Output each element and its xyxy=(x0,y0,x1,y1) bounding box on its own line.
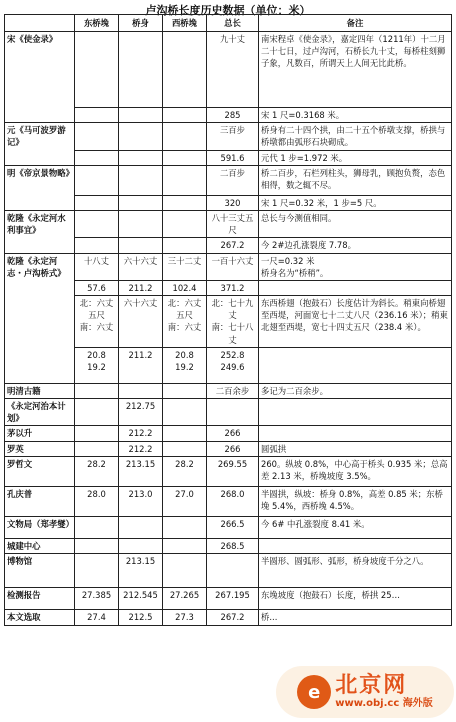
west-abutment-cell xyxy=(163,195,207,210)
total-length-cell: 285 xyxy=(207,108,259,123)
note-cell xyxy=(259,399,452,426)
note-cell xyxy=(259,426,452,441)
total-length-cell: 268.0 xyxy=(207,486,259,516)
total-length-cell: 二百余步 xyxy=(207,383,259,398)
note-cell: 南宋程卓《使金录》，嘉定四年（1211年）十二月二十七日，过卢沟河，石桥长九十丈，每桥柱刻狮子象，凡数百，所谓天上人间无比此桥。 xyxy=(259,32,452,108)
total-length-cell: 267.2 xyxy=(207,238,259,253)
west-abutment-cell: 北：六丈五尺 南：六丈 xyxy=(163,296,207,348)
note-cell: 元代 1 步=1.972 米。 xyxy=(259,150,452,165)
west-abutment-cell xyxy=(163,538,207,553)
east-abutment-cell xyxy=(75,238,119,253)
table-row xyxy=(5,32,452,108)
note-cell: 总长与今测值相同。 xyxy=(259,210,452,237)
total-length-cell: 266 xyxy=(207,441,259,456)
east-abutment-cell xyxy=(75,150,119,165)
table-row xyxy=(5,383,452,398)
east-abutment-cell: 28.0 xyxy=(75,486,119,516)
total-length-cell: 一百十六丈 xyxy=(207,253,259,280)
table-row xyxy=(5,123,452,150)
note-cell: 桥二百步，石栏列柱头，狮母乳，顾抱负赘，态色相得，数之辄不尽。 xyxy=(259,165,452,195)
west-abutment-cell: 27.0 xyxy=(163,486,207,516)
table-row xyxy=(5,456,452,486)
bridge-body-cell xyxy=(119,32,163,108)
page-title: 卢沟桥长度历史数据（单位：米） xyxy=(145,4,311,17)
east-abutment-cell: 28.2 xyxy=(75,456,119,486)
total-length-cell: 371.2 xyxy=(207,280,259,295)
bridge-body-cell: 211.2 xyxy=(119,347,163,383)
source-cell: 罗哲文 xyxy=(5,456,75,486)
source-cell: 城建中心 xyxy=(5,538,75,553)
east-abutment-cell xyxy=(75,108,119,123)
bridge-body-cell: 212.545 xyxy=(119,587,163,609)
header-west-abutment: 西桥堍 xyxy=(163,15,207,32)
note-cell: 一尺=0.32 米 桥身名为“桥稍”。 xyxy=(259,253,452,280)
note-cell: 桥身有二十四个拱，由二十五个桥墩支撑，桥拱与桥墩都由弧形石块砌成。 xyxy=(259,123,452,150)
source-cell: 明清古籍 xyxy=(5,383,75,398)
west-abutment-cell: 102.4 xyxy=(163,280,207,295)
west-abutment-cell: 27.3 xyxy=(163,609,207,625)
total-length-cell: 268.5 xyxy=(207,538,259,553)
table-row xyxy=(5,587,452,609)
note-cell: 东西桥翅（抱鼓石）长度估计为斜长。稍東向桥翅至西堤，河面宽七十二丈八尺（236.16 米）；稍東北翅至西堤，宽七十四丈五尺（238.4 米）。 xyxy=(259,296,452,348)
note-cell: 今 6# 中孔涨裂度 8.41 米。 xyxy=(259,516,452,538)
total-length-cell xyxy=(207,399,259,426)
east-abutment-cell xyxy=(75,426,119,441)
bridge-body-cell: 213.0 xyxy=(119,486,163,516)
header-notes: 备注 xyxy=(259,15,452,32)
watermark-url: www.obj.cc 海外版 xyxy=(335,698,433,709)
east-abutment-cell xyxy=(75,441,119,456)
east-abutment-cell xyxy=(75,123,119,150)
bridge-body-cell xyxy=(119,516,163,538)
source-cell: 《永定河治本计划》 xyxy=(5,399,75,426)
note-cell: 多记为二百余步。 xyxy=(259,383,452,398)
west-abutment-cell xyxy=(163,553,207,587)
table-row xyxy=(5,426,452,441)
note-cell xyxy=(259,280,452,295)
bridge-body-cell xyxy=(119,195,163,210)
bridge-body-cell xyxy=(119,383,163,398)
east-abutment-cell: 北：六丈五尺 南：六丈 xyxy=(75,296,119,348)
source-cell: 孔庆普 xyxy=(5,486,75,516)
west-abutment-cell xyxy=(163,441,207,456)
watermark-logo-icon: e xyxy=(297,675,331,709)
west-abutment-cell xyxy=(163,516,207,538)
west-abutment-cell: 20.8 19.2 xyxy=(163,347,207,383)
west-abutment-cell xyxy=(163,238,207,253)
east-abutment-cell xyxy=(75,195,119,210)
east-abutment-cell xyxy=(75,538,119,553)
bridge-body-cell xyxy=(119,238,163,253)
header-source xyxy=(5,15,75,32)
history-length-table xyxy=(4,14,452,626)
source-cell: 文物局（郑孝燮） xyxy=(5,516,75,538)
table-row xyxy=(5,165,452,195)
east-abutment-cell: 27.385 xyxy=(75,587,119,609)
note-cell: 宋 1 尺=0.32 米，1 步=5 尺。 xyxy=(259,195,452,210)
total-length-cell: 269.55 xyxy=(207,456,259,486)
west-abutment-cell: 三十二丈 xyxy=(163,253,207,280)
table-row xyxy=(5,553,452,587)
note-cell: 半圆拱，纵坡：桥身 0.8%，高差 0.85 米；东桥堍 5.4%，西桥堍 4.5%。 xyxy=(259,486,452,516)
total-length-cell: 三百步 xyxy=(207,123,259,150)
total-length-cell: 八十三丈五尺 xyxy=(207,210,259,237)
table-row xyxy=(5,210,452,237)
west-abutment-cell xyxy=(163,108,207,123)
note-cell xyxy=(259,347,452,383)
bridge-body-cell: 212.75 xyxy=(119,399,163,426)
source-cell: 博物馆 xyxy=(5,553,75,587)
table-row xyxy=(5,441,452,456)
source-cell: 检测报告 xyxy=(5,587,75,609)
west-abutment-cell: 28.2 xyxy=(163,456,207,486)
total-length-cell xyxy=(207,553,259,587)
table-header-row xyxy=(5,15,452,32)
note-cell: 桥... xyxy=(259,609,452,625)
watermark-name: 北京网 xyxy=(335,673,408,698)
source-cell: 本文选取 xyxy=(5,609,75,625)
total-length-cell: 九十丈 xyxy=(207,32,259,108)
header-bridge-body: 桥身 xyxy=(119,15,163,32)
source-cell: 宋《使金录》 xyxy=(5,32,75,123)
total-length-cell: 267.195 xyxy=(207,587,259,609)
note-cell: 260。纵坡 0.8%，中心高于桥头 0.935 米；总高差 2.13 米，桥堍坡度 3.5%。 xyxy=(259,456,452,486)
west-abutment-cell: 27.265 xyxy=(163,587,207,609)
note-cell xyxy=(259,538,452,553)
header-total-length: 总长 xyxy=(207,15,259,32)
bridge-body-cell xyxy=(119,210,163,237)
table-row xyxy=(5,538,452,553)
bridge-body-cell xyxy=(119,165,163,195)
source-cell: 元《马可波罗游记》 xyxy=(5,123,75,166)
table-row xyxy=(5,609,452,625)
note-cell: 今 2#边孔涨裂度 7.78。 xyxy=(259,238,452,253)
total-length-cell: 266.5 xyxy=(207,516,259,538)
source-cell: 乾隆《永定河水利事宜》 xyxy=(5,210,75,253)
bridge-body-cell: 212.2 xyxy=(119,426,163,441)
note-cell: 圆弧拱 xyxy=(259,441,452,456)
east-abutment-cell: 57.6 xyxy=(75,280,119,295)
east-abutment-cell xyxy=(75,399,119,426)
bridge-body-cell xyxy=(119,123,163,150)
source-cell: 罗英 xyxy=(5,441,75,456)
west-abutment-cell xyxy=(163,399,207,426)
east-abutment-cell xyxy=(75,210,119,237)
east-abutment-cell xyxy=(75,32,119,108)
bridge-body-cell xyxy=(119,538,163,553)
table-row xyxy=(5,486,452,516)
west-abutment-cell xyxy=(163,165,207,195)
total-length-cell: 266 xyxy=(207,426,259,441)
bridge-body-cell xyxy=(119,108,163,123)
bridge-body-cell: 213.15 xyxy=(119,456,163,486)
bridge-body-cell: 213.15 xyxy=(119,553,163,587)
bridge-body-cell: 212.5 xyxy=(119,609,163,625)
west-abutment-cell xyxy=(163,210,207,237)
west-abutment-cell xyxy=(163,426,207,441)
west-abutment-cell xyxy=(163,32,207,108)
bridge-body-cell: 212.2 xyxy=(119,441,163,456)
table-row xyxy=(5,516,452,538)
note-cell: 东堍坡度（抱鼓石）长度，桥拱 25… xyxy=(259,587,452,609)
east-abutment-cell xyxy=(75,553,119,587)
east-abutment-cell xyxy=(75,516,119,538)
total-length-cell: 北：七十九丈 南：七十八丈 xyxy=(207,296,259,348)
west-abutment-cell xyxy=(163,150,207,165)
table-row xyxy=(5,399,452,426)
west-abutment-cell xyxy=(163,123,207,150)
east-abutment-cell xyxy=(75,165,119,195)
source-cell: 明《帝京景物略》 xyxy=(5,165,75,210)
note-cell: 宋 1 尺=0.3168 米。 xyxy=(259,108,452,123)
table-row xyxy=(5,253,452,280)
east-abutment-cell: 27.4 xyxy=(75,609,119,625)
west-abutment-cell xyxy=(163,383,207,398)
total-length-cell: 267.2 xyxy=(207,609,259,625)
east-abutment-cell: 20.8 19.2 xyxy=(75,347,119,383)
total-length-cell: 320 xyxy=(207,195,259,210)
note-cell: 半圆形、圆弧形、弧形，桥身坡度千分之八。 xyxy=(259,553,452,587)
east-abutment-cell: 十八丈 xyxy=(75,253,119,280)
total-length-cell: 252.8 249.6 xyxy=(207,347,259,383)
bridge-body-cell: 六十六丈 xyxy=(119,253,163,280)
bridge-body-cell xyxy=(119,150,163,165)
header-east-abutment: 东桥堍 xyxy=(75,15,119,32)
total-length-cell: 二百步 xyxy=(207,165,259,195)
source-cell: 乾隆《永定河志・卢沟桥式》 xyxy=(5,253,75,383)
source-cell: 茅以升 xyxy=(5,426,75,441)
east-abutment-cell xyxy=(75,383,119,398)
bridge-body-cell: 211.2 xyxy=(119,280,163,295)
total-length-cell: 591.6 xyxy=(207,150,259,165)
bridge-body-cell: 六十六丈 xyxy=(119,296,163,348)
site-watermark xyxy=(276,666,454,718)
